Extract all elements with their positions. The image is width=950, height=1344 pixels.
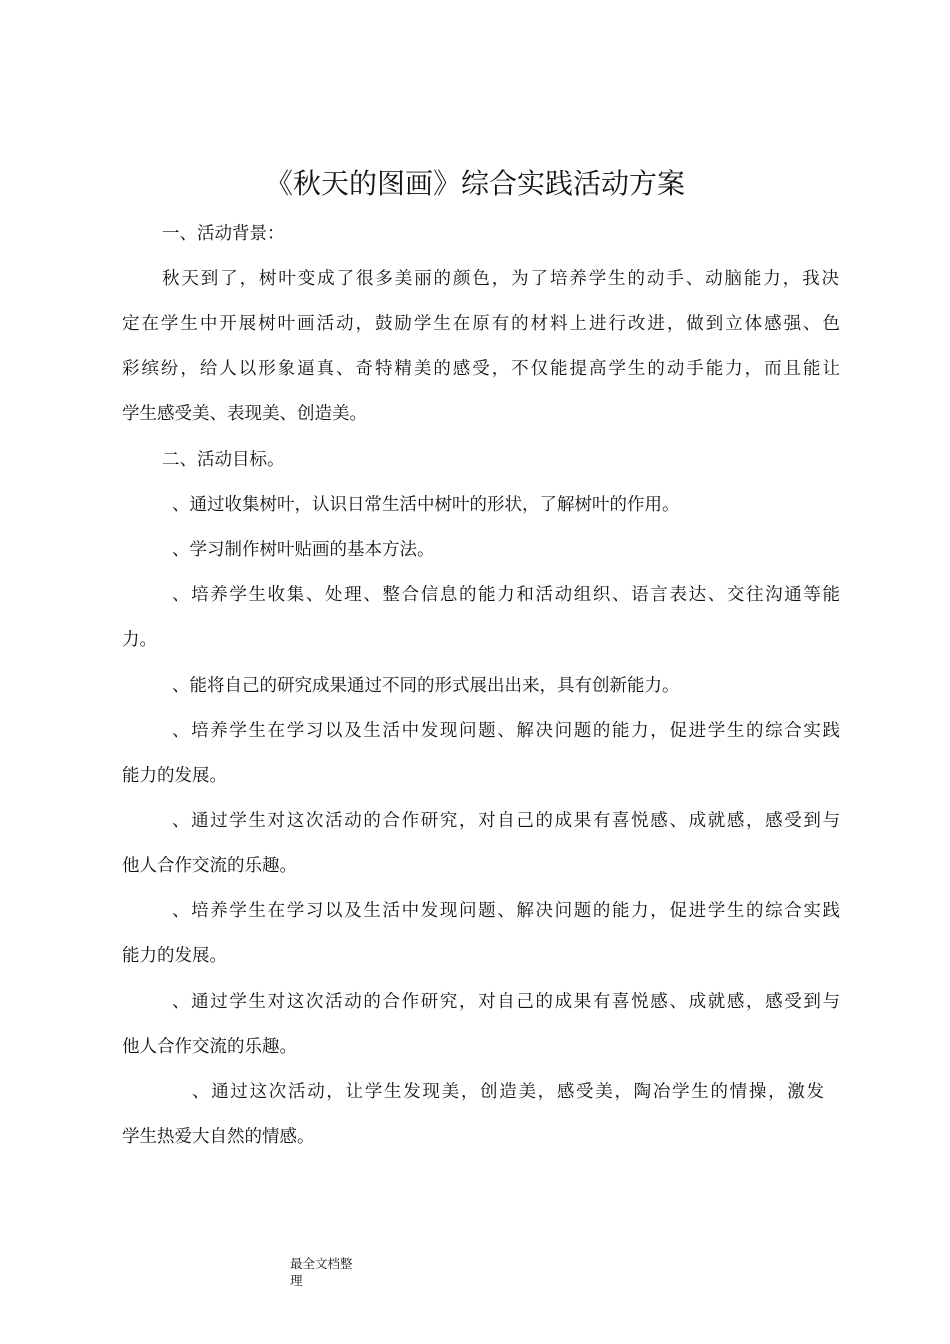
goal-item-line: 学生热爱大自然的情感。 [122,1127,315,1147]
section-heading-goals: 二、活动目标。 [162,450,285,470]
goal-item-line: 力。 [122,630,157,650]
document-title: 《秋天的图画》综合实践活动方案 [264,167,685,200]
goal-item-line: 能力的发展。 [122,766,227,786]
goal-item-line: 他人合作交流的乐趣。 [122,856,297,876]
goal-item-line: 、通过这次活动，让学生发现美，创造美，感受美，陶冶学生的情操，激发 [192,1082,824,1102]
footer-text-line: 最全文档整 [290,1256,353,1271]
section-heading-background: 一、活动背景： [162,224,285,244]
paragraph-line: 秋天到了，树叶变成了很多美丽的颜色，为了培养学生的动手、动脑能力，我决 [162,269,839,289]
goal-item-line: 、通过学生对这次活动的合作研究，对自己的成果有喜悦感、成就感，感受到与 [172,811,840,831]
goal-item-line: 、通过学生对这次活动的合作研究，对自己的成果有喜悦感、成就感，感受到与 [172,992,840,1012]
goal-item-line: 、培养学生收集、处理、整合信息的能力和活动组织、语言表达、交往沟通等能 [172,585,840,605]
footer-text-line: 理 [290,1273,303,1288]
paragraph-line: 定在学生中开展树叶画活动，鼓励学生在原有的材料上进行改进，做到立体感强、色 [122,314,840,334]
goal-item-line: 能力的发展。 [122,946,227,966]
goal-item-line: 、培养学生在学习以及生活中发现问题、解决问题的能力，促进学生的综合实践 [172,721,840,741]
goal-item-line: 他人合作交流的乐趣。 [122,1037,297,1057]
paragraph-line: 学生感受美、表现美、创造美。 [122,404,367,424]
paragraph-line: 彩缤纷，给人以形象逼真、奇特精美的感受，不仅能提高学生的动手能力，而且能让 [122,359,840,379]
goal-item-line: 、学习制作树叶贴画的基本方法。 [172,540,435,560]
goal-item-line: 、能将自己的研究成果通过不同的形式展出出来，具有创新能力。 [172,676,680,696]
goal-item-line: 、培养学生在学习以及生活中发现问题、解决问题的能力，促进学生的综合实践 [172,901,840,921]
goal-item-line: 、通过收集树叶，认识日常生活中树叶的形状，了解树叶的作用。 [172,495,680,515]
